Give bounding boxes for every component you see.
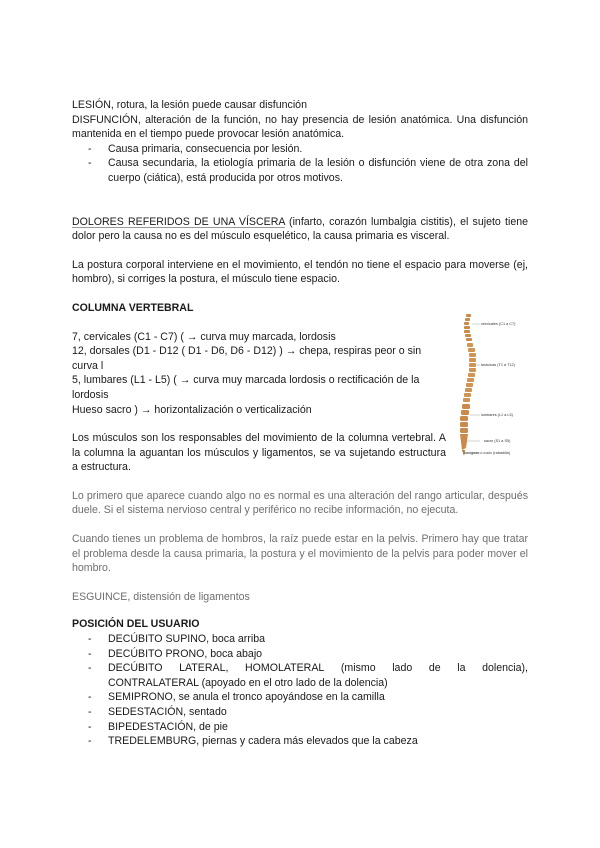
- spine-label-lumbares: lumbares (L1 a L5): [481, 413, 513, 418]
- lateral-word: HOMOLATERAL: [245, 662, 325, 675]
- spine-label-sacro: sacro (S1 a S5): [484, 439, 511, 444]
- columna-text-block: [72, 330, 446, 475]
- referidos-term: DOLORES REFERIDOS DE UNA VÍSCERA: [72, 215, 285, 228]
- lateral-second-line: CONTRALATERAL (apoyado en el otro lado de la dolencia): [108, 676, 388, 689]
- columna-heading: COLUMNA VERTEBRAL: [72, 301, 194, 314]
- list-item: - TREDELEMBURG, piernas y cadera más elevados que la cabeza: [72, 734, 528, 749]
- columna-line-dorsales: 12, dorsales (D1 - D12 ( D1 - D6, D6 - D12) ) → chepa, respiras peor o sin curva l: [72, 345, 422, 372]
- rango-articular-paragraph: Lo primero que aparece cuando algo no es normal es una alteración del rango articular, después duele. Si el sistema nervioso central y periférico no recibe información, no ejecuta.: [72, 489, 528, 517]
- columna-line-cervicales: 7, cervicales (C1 - C7) ( → curva muy marcada, lordosis: [72, 330, 336, 343]
- lateral-word: de: [428, 662, 441, 675]
- list-item: - DECÚBITO SUPINO, boca arriba: [72, 632, 528, 647]
- posicion-list: [72, 632, 528, 749]
- lateral-word: (mismo: [340, 662, 376, 675]
- columna-line-sacro: Hueso sacro ) → horizontalización o verticalización: [72, 403, 312, 416]
- disfuncion-definition: DISFUNCIÓN, alteración de la función, no hay presencia de lesión anatómica. Una disfunción mantenida en el tiempo puede provocar lesión anatómica.: [72, 113, 528, 141]
- lateral-word: la: [457, 662, 466, 675]
- lateral-word: LATERAL,: [179, 662, 229, 675]
- hombros-pelvis-paragraph: Cuando tienes un problema de hombros, la raíz puede estar en la pelvis. Primero hay que tratar el problema desde la causa primaria, la postura y el movimiento de la pelvis para poder mover el hombro.: [72, 533, 528, 575]
- esguince-line: ESGUINCE, distensión de ligamentos: [72, 590, 250, 603]
- spine-vertebrae: [460, 314, 476, 456]
- list-item-lateral: [72, 661, 528, 690]
- columna-line-lumbares: 5, lumbares (L1 - L5) ( → curva muy marcada lordosis o rectificación de la lordosis: [72, 374, 420, 401]
- list-item: - SEMIPRONO, se anula el tronco apoyándose en la camilla: [72, 690, 528, 705]
- posicion-heading: POSICIÓN DEL USUARIO: [72, 618, 200, 631]
- lateral-word: dolencia),: [482, 662, 528, 675]
- dolores-referidos-paragraph: [72, 215, 528, 244]
- lateral-word: lado: [392, 662, 413, 675]
- list-item: - BIPEDESTACIÓN, de pie: [72, 720, 528, 735]
- spine-illustration: [454, 310, 532, 460]
- list-item: - DECÚBITO PRONO, boca abajo: [72, 647, 528, 662]
- musculos-paragraph: Los músculos son los responsables del movimiento de la columna vertebral. A la columna la aguantan los músculos y ligamentos, se va sujetando estructura a estructura.: [72, 432, 446, 474]
- spine-label-toracicas: torácicas (T1 a T12): [481, 363, 515, 368]
- list-item: - SEDESTACIÓN, sentado: [72, 705, 528, 720]
- causa-list: [72, 142, 528, 186]
- list-item: - Causa primaria, consecuencia por lesión.: [72, 142, 528, 157]
- referidos-text: (infarto, corazón lumbalgia cistitis), el sujeto tiene dolor pero la causa no es del músculo esquelético, la causa primaria es visceral.: [72, 215, 528, 243]
- list-item: - Causa secundaria, la etiología primaria de la lesión o disfunción viene de otra zona del cuerpo (ciática), está producida por otros motivos.: [72, 156, 528, 185]
- lateral-first-line: [108, 661, 528, 676]
- spine-label-coxigeas: coxígeas o cocix (rabadilla): [464, 451, 511, 456]
- lesion-definition: LESIÓN, rotura, la lesión puede causar disfunción: [72, 99, 307, 111]
- postura-paragraph: La postura corporal interviene en el movimiento, el tendón no tiene el espacio para moverse (ej, hombro), si corriges la postura, el músculo tiene espacio.: [72, 258, 528, 286]
- lateral-word: - DECÚBITO: [108, 662, 163, 675]
- spine-label-cervicales: cervicales (C1 a C7): [481, 322, 516, 327]
